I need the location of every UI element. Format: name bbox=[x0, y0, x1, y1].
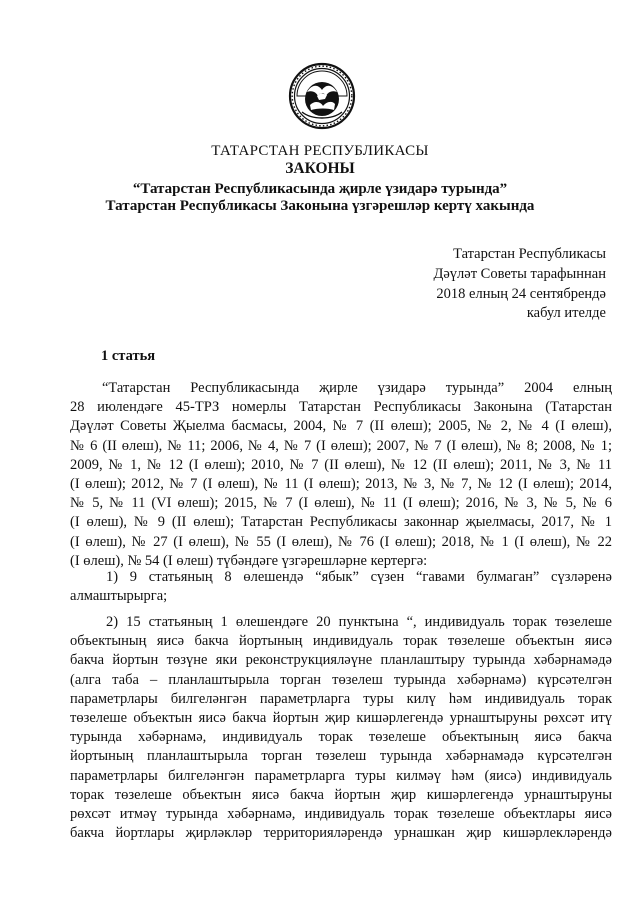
text-line: турында хәбәрнамә, индивидуаль торак төзелеше объектының яисә бакча bbox=[70, 729, 612, 746]
text-line: йортының планлаштырыла торган төзелеш турында хәбәрнамәдә күрсәтелгән bbox=[70, 748, 612, 765]
text-line: параметрлары билгеләнгән параметрларга туры килү һәм индивидуаль торак bbox=[70, 690, 612, 707]
text-line: рөхсәт итмәү турында хәбәрнамә, индивидуаль торак төзелеше объектлары яисә bbox=[70, 806, 612, 823]
adoption-line: Татарстан Республикасы bbox=[453, 246, 606, 262]
law-heading: ЗАКОНЫ bbox=[285, 160, 355, 177]
text-line: объектының яисә бакча йортының индивидуаль торак төзелеше объектын яисә bbox=[70, 633, 612, 650]
text-line: № 6 (II өлеш), № 11; 2006, № 4, № 7 (I өлеш); 2007, № 7 (I өлеш), № 8; 2008, № 1; bbox=[70, 437, 612, 454]
paragraph-item-1 bbox=[70, 568, 612, 606]
adoption-line: 2018 елның 24 сентябрендә bbox=[436, 285, 606, 302]
text-line: төзелеше объектын яисә бакча йортын җир кишәрлегендә урнаштыруны рөхсәт итү bbox=[70, 710, 612, 727]
text-line: (I өлеш), № 27 (I өлеш), № 55 (I өлеш), № 76 (I өлеш); 2018, № 1 (I өлеш), № 22 bbox=[70, 533, 612, 550]
law-title-line-2: Татарстан Республикасы Законына үзгәрешләр кертү хакында bbox=[105, 198, 535, 214]
adoption-line: Дәүләт Советы тарафыннан bbox=[433, 265, 606, 282]
text-line: “Татарстан Республикасында җирле үзидарә турында” 2004 елның bbox=[102, 380, 612, 396]
republic-heading: ТАТАРСТАН РЕСПУБЛИКАСЫ bbox=[211, 143, 429, 159]
text-line: 1) 9 статьяның 8 өлешендә “ябык” сүзен “гавами булмаган” сүзләренә bbox=[106, 569, 612, 585]
text-line: (I өлеш), № 54 (I өлеш) түбәндәге үзгәрешләрне кертергә: bbox=[70, 552, 428, 569]
text-line: 2009, № 1, № 12 (I өлеш); 2010, № 7 (II өлеш), № 12 (II өлеш); 2011, № 3, № 11 bbox=[70, 456, 612, 473]
text-line: бакча йортын төзүне яки реконструкцияләүне планлаштыру турында хәбәрнамәдә bbox=[70, 652, 612, 669]
text-line: бакча йортлары җирләкләр территорияләрендә урнашкан җир кишәрлекләрендә bbox=[70, 825, 612, 842]
text-line: 28 июлендәге 45-ТРЗ номерлы Татарстан Республикасы Законына (Татарстан bbox=[70, 399, 612, 416]
law-title-line-1: “Татарстан Республикасында җирле үзидарә турында” bbox=[132, 181, 508, 197]
text-line: № 5, № 11 (VI өлеш); 2015, № 7 (I өлеш), № 11 (I өлеш); 2016, № 3, № 5, № 6 bbox=[70, 495, 612, 512]
text-line: 2) 15 статьяның 1 өлешендәге 20 пунктына “, индивидуаль торак төзелеше bbox=[106, 614, 612, 630]
text-line: Дәүләт Советы Җыелма басмасы, 2004, № 7 (II өлеш); 2005, № 2, № 4 (I өлеш), bbox=[70, 418, 612, 435]
adoption-line: кабул ителде bbox=[526, 305, 606, 322]
adoption-note bbox=[433, 245, 606, 324]
text-line: торак төзелеше объектын яисә бакча йортын җир кишәрлегендә урнаштыруны bbox=[70, 786, 612, 803]
text-line: (I өлеш); 2012, № 7 (I өлеш), № 11 (I өлеш); 2013, № 3, № 7, № 12 (I өлеш); 2014, bbox=[70, 476, 612, 493]
text-line: параметрлары билгеләнгән параметрларга туры килмәү һәм (яисә) индивидуаль bbox=[70, 767, 612, 784]
text-line: (алга таба – планлаштырыла торган төзелеш турында хәбәрнамә) күрсәтелгән bbox=[70, 671, 612, 688]
text-line: алмаштырырга; bbox=[70, 588, 168, 605]
article-heading: 1 статья bbox=[101, 348, 156, 364]
tatarstan-coat-of-arms-icon bbox=[288, 62, 356, 130]
paragraph-intro bbox=[70, 379, 612, 571]
text-line: (I өлеш), № 9 (II өлеш); Татарстан Республикасы законнар җыелмасы, 2017, № 1 bbox=[70, 514, 612, 531]
paragraph-item-2 bbox=[70, 613, 612, 843]
